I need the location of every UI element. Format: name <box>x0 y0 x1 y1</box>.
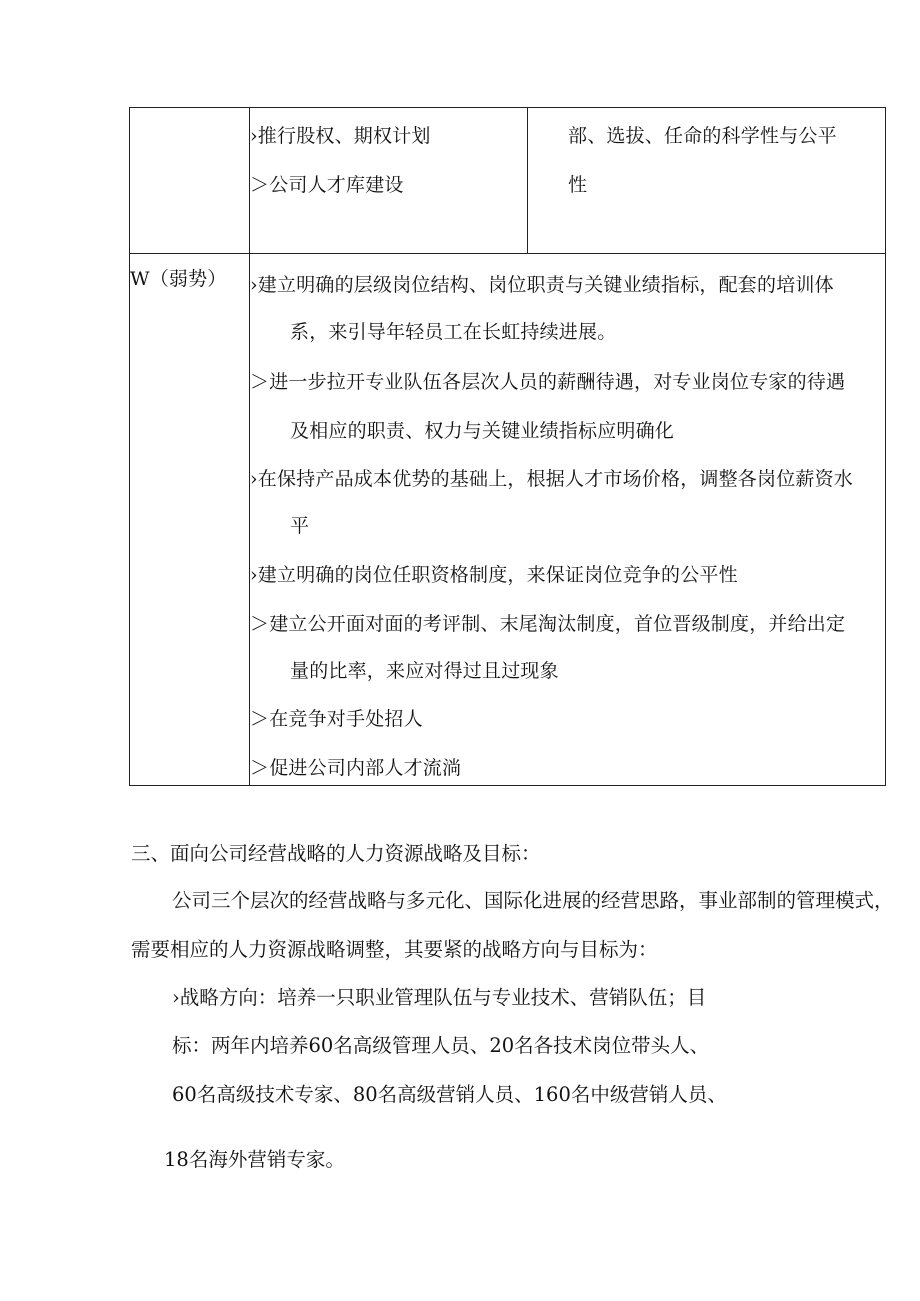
weakness-item-continued: 量的比率，来应对得过且过现象 <box>290 660 559 682</box>
weakness-item: ＞促进公司内部人才流淌 <box>250 757 462 779</box>
paragraph-line: 需要相应的人力资源战略调整，其要紧的战略方向与目标为： <box>131 938 658 961</box>
strategy-bullet-continued: 标：两年内培养60名高级管理人员、20名各技术岗位带头人、 <box>172 1034 710 1057</box>
table-column-divider <box>249 107 250 786</box>
table-cell-text: 性 <box>568 174 588 196</box>
table-cell-text: 部、选拔、任命的科学性与公平 <box>568 125 837 147</box>
weakness-item-continued: 及相应的职责、权力与关键业绩指标应明确化 <box>290 420 675 442</box>
weakness-item: ＞建立公开面对面的考评制、末尾淘汰制度，首位晋级制度，并给出定 <box>250 613 846 635</box>
table-cell-text: ＞公司人才库建设 <box>250 174 404 196</box>
weakness-item: ＞进一步拉开专业队伍各层次人员的薪酬待遇，对专业岗位专家的待遇 <box>250 371 846 393</box>
row-label-weakness: W（弱势） <box>130 268 227 290</box>
section-heading: 三、面向公司经营战略的人力资源战略及目标： <box>131 842 541 865</box>
table-bottom-border <box>129 785 886 786</box>
table-row-divider <box>129 253 886 254</box>
weakness-item-continued: 系，来引导年轻员工在长虹持续进展。 <box>290 321 617 343</box>
weakness-item: ›建立明确的层级岗位结构、岗位职责与关键业绩指标，配套的培训体 <box>250 274 834 296</box>
weakness-item: ＞在竞争对手处招人 <box>250 708 423 730</box>
strategy-bullet-continued: 60名高级技术专家、80名高级营销人员、160名中级营销人员、 <box>172 1083 727 1106</box>
strategy-bullet: ›战略方向：培养一只职业管理队伍与专业技术、营销队伍；目 <box>172 986 707 1009</box>
table-left-border <box>129 107 130 786</box>
table-cell-text: ›推行股权、期权计划 <box>250 125 431 147</box>
weakness-item: ›在保持产品成本优势的基础上，根据人才市场价格，调整各岗位薪资水 <box>250 468 853 490</box>
table-inner-column-divider <box>527 107 528 254</box>
strategy-bullet-continued: 18名海外营销专家。 <box>164 1148 345 1171</box>
weakness-item-continued: 平 <box>290 515 310 537</box>
paragraph-line: 公司三个层次的经营战略与多元化、国际化进展的经营思路，事业部制的管理模式， <box>172 889 894 912</box>
table-right-border <box>885 107 886 786</box>
weakness-item: ›建立明确的岗位任职资格制度，来保证岗位竞争的公平性 <box>250 564 738 586</box>
table-top-border <box>129 107 886 108</box>
